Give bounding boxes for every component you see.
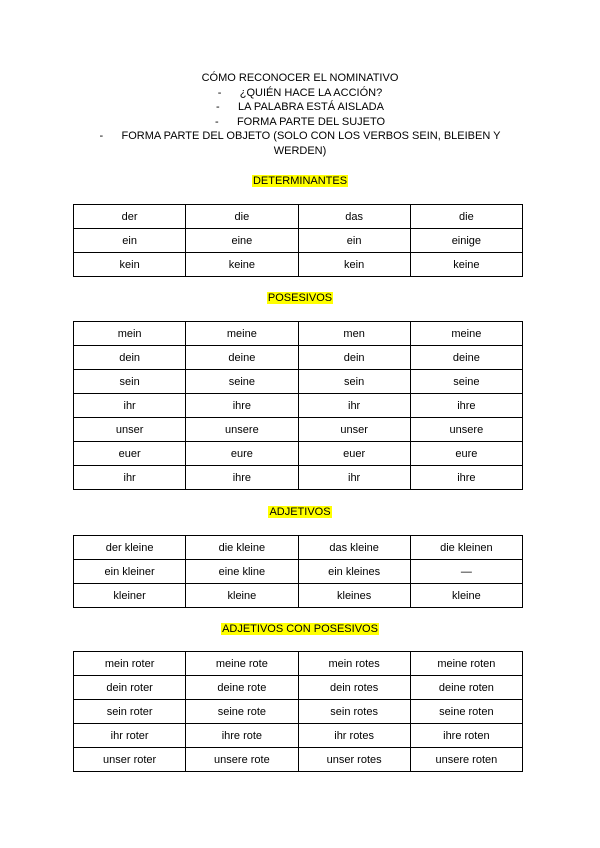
table-row [74,536,523,560]
table-cell: ihre rote [186,724,298,748]
table-row [74,370,523,394]
table-cell: dein [298,346,410,370]
table-cell: seine [186,370,298,394]
table-cell: unser [74,418,186,442]
bullet-text: ¿QUIÉN HACE LA ACCIÓN? [239,86,383,99]
table-row [74,748,523,772]
table-cell: kleiner [74,584,186,608]
table-row [74,229,523,253]
table-cell: meine [410,322,522,346]
document-header [0,71,600,158]
table-cell: ihre [186,466,298,490]
table-cell: unser [298,418,410,442]
table-cell: deine rote [186,676,298,700]
table-row [74,394,523,418]
section-title-determinantes: DETERMINANTES [252,175,348,187]
table-cell: keine [186,253,298,277]
table-cell: sein rotes [298,700,410,724]
table-cell: der kleine [74,536,186,560]
table-row [74,652,523,676]
table-cell: der [74,205,186,229]
table-cell: dein rotes [298,676,410,700]
table-cell: deine [186,346,298,370]
table-cell: ein [74,229,186,253]
table-cell: die kleinen [410,536,522,560]
table-cell: ihre roten [410,724,522,748]
section-title-adjetivos-posesivos: ADJETIVOS CON POSESIVOS [222,623,378,635]
table-cell: die [410,205,522,229]
table-cell: eure [186,442,298,466]
table-adjetivos-posesivos [73,651,523,772]
table-cell: unser roter [74,748,186,772]
bullet-dash: - [217,86,222,99]
section-title-adjetivos: ADJETIVOS [269,506,331,518]
table-cell: — [410,560,522,584]
table-cell: ein [298,229,410,253]
table-cell: ein kleiner [74,560,186,584]
table-cell: kein [74,253,186,277]
table-cell: unsere roten [410,748,522,772]
bullet-text: FORMA PARTE DEL OBJETO (SOLO CON LOS VERBOS SEIN, BLEIBEN Y WERDEN) [121,130,501,157]
table-cell: dein roter [74,676,186,700]
table-cell: kleine [410,584,522,608]
table-row [74,584,523,608]
table-cell: ihr rotes [298,724,410,748]
table-posesivos [73,321,523,490]
bullet-dash: - [99,130,104,142]
table-cell: men [298,322,410,346]
table-cell: mein [74,322,186,346]
table-row [74,560,523,584]
table-cell: eure [410,442,522,466]
table-cell: seine rote [186,700,298,724]
table-row [74,466,523,490]
table-cell: eine kline [186,560,298,584]
bullet-item [0,129,600,158]
table-cell: sein [298,370,410,394]
table-row [74,253,523,277]
table-cell: mein rotes [298,652,410,676]
bullet-item [0,100,600,115]
table-cell: seine [410,370,522,394]
table-determinantes [73,204,523,277]
table-cell: deine [410,346,522,370]
table-cell: eine [186,229,298,253]
bullet-text: FORMA PARTE DEL SUJETO [236,115,386,128]
table-row [74,442,523,466]
table-cell: ihr roter [74,724,186,748]
table-cell: ihr [74,394,186,418]
table-cell: das [298,205,410,229]
table-row [74,700,523,724]
table-cell: die [186,205,298,229]
table-cell: ihre [410,394,522,418]
table-row [74,205,523,229]
table-cell: kleine [186,584,298,608]
table-adjetivos [73,535,523,608]
table-cell: ein kleines [298,560,410,584]
table-cell: meine rote [186,652,298,676]
table-row [74,676,523,700]
table-cell: euer [74,442,186,466]
table-cell: meine [186,322,298,346]
table-cell: seine roten [410,700,522,724]
table-cell: kein [298,253,410,277]
table-cell: sein [74,370,186,394]
table-cell: euer [298,442,410,466]
table-cell: unser rotes [298,748,410,772]
table-cell: unsere [186,418,298,442]
bullet-dash: - [216,101,220,113]
bullet-text: LA PALABRA ESTÁ AISLADA [238,101,384,113]
table-cell: sein roter [74,700,186,724]
table-cell: ihr [298,394,410,418]
table-cell: unsere rote [186,748,298,772]
section-title-posesivos: POSESIVOS [267,292,333,304]
table-cell: ihr [74,466,186,490]
table-cell: ihr [298,466,410,490]
table-cell: deine roten [410,676,522,700]
table-row [74,346,523,370]
table-cell: keine [410,253,522,277]
table-cell: ihre [410,466,522,490]
table-cell: meine roten [410,652,522,676]
table-cell: unsere [410,418,522,442]
bullet-dash: - [214,115,219,128]
table-cell: das kleine [298,536,410,560]
table-row [74,322,523,346]
table-cell: kleines [298,584,410,608]
table-cell: mein roter [74,652,186,676]
table-cell: ihre [186,394,298,418]
table-row [74,418,523,442]
table-cell: die kleine [186,536,298,560]
table-row [74,724,523,748]
document-title: CÓMO RECONOCER EL NOMINATIVO [201,72,399,84]
bullet-item [0,115,600,130]
table-cell: einige [410,229,522,253]
table-cell: dein [74,346,186,370]
bullet-item [0,86,600,101]
